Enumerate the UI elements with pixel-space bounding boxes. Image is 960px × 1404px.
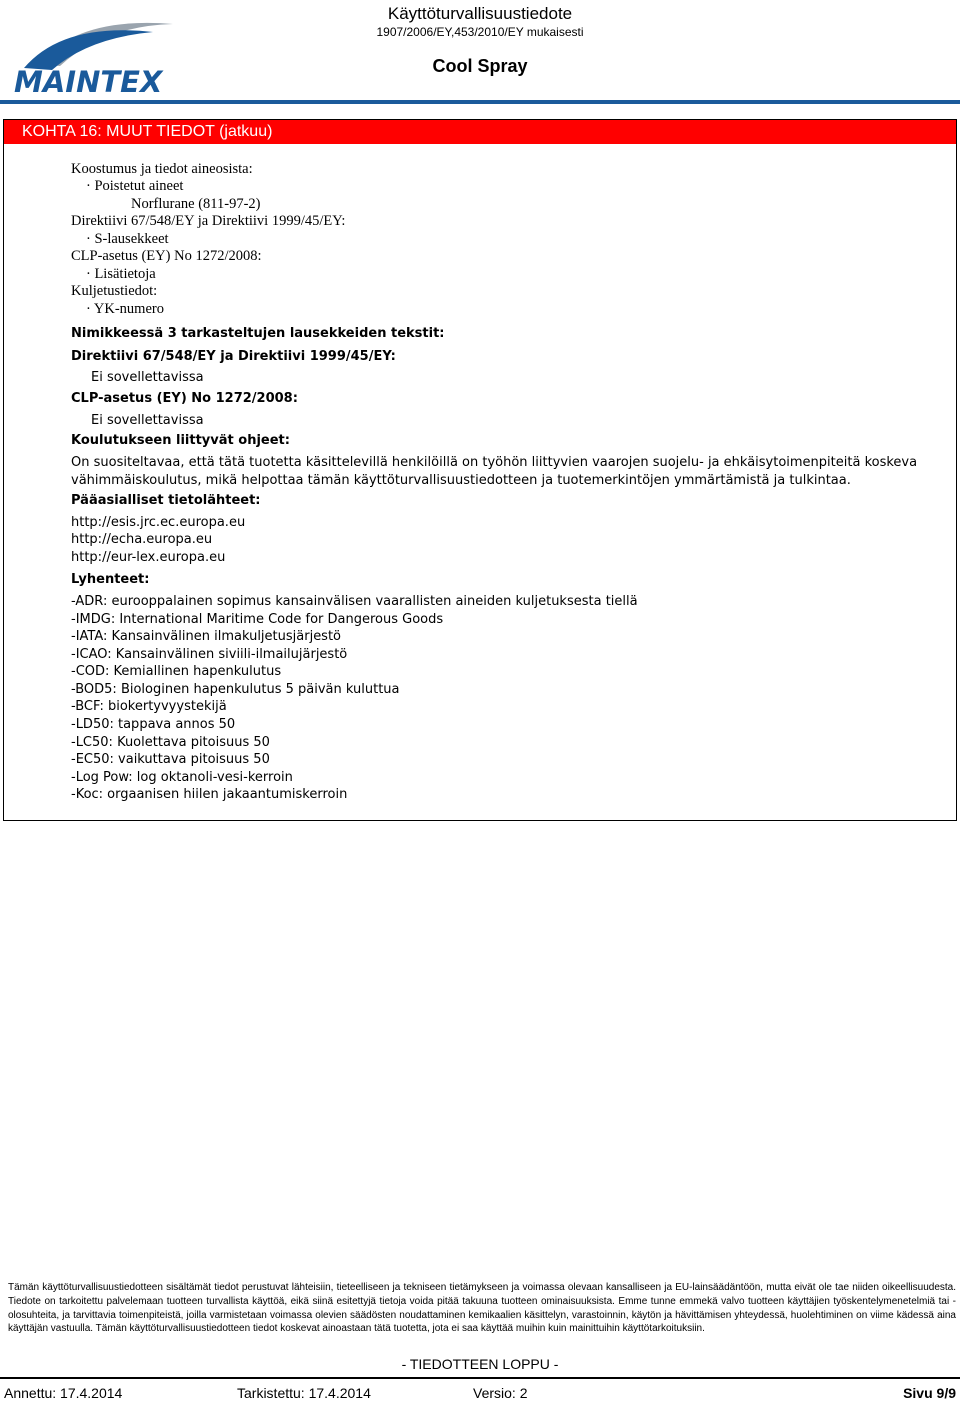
disclaimer-text: Tämän käyttöturvallisuustiedotteen sisältämät tiedot perustuvat lähteisiin, tieteelliseen ja tekniseen tietämykseen ja voimassa olevaan kansalliseen ja EU-lainsäädäntöön, mutta eivät ole tae niiden oikeellisuudesta. Tiedote on tarkoitettu palvelemaan tuotteen turvallista käyttöä, eikä siinä esitettyjä tietoja voida pitää takuuna tuotteen ominaisuuksista. Emme tunne emmekä valvo tuotteen käyttäjien työskentelymenetelmiä tai -olosuhteita, ja tarvittavia toimenpiteistä, joilla varmistetaan voimassa olevien säädösten noudattaminen kemikaalien käsittelyn, varastoinnin, käytön ja hävittämisen yhteydessä, huolehtiminen on viime kädessä aina käyttäjän vastuulla. Tämän käyttöturvallisuustiedotteen tiedot koskevat ainoastaan tätä tuotetta, jota ei saa käyttää muihin kuin mainittuihin käyttötarkoituksiin. [8,1282,956,1335]
training-heading: Koulutukseen liittyvät ohjeet: [71,433,290,448]
abbreviation-item: -LC50: Kuolettava pitoisuus 50 [71,735,270,750]
abbreviation-item: -Log Pow: log oktanoli-vesi-kerroin [71,770,293,785]
un-number: · YK-numero [86,301,164,317]
logo-text: MAINTEX [14,65,163,96]
abbreviation-item: -IATA: Kansainvälinen ilmakuljetusjärjestö [71,629,342,644]
s-phrases: · S-lausekkeet [86,231,169,247]
sources-heading: Pääasialliset tietolähteet: [71,493,261,508]
abbreviation-item: -EC50: vaikuttava pitoisuus 50 [71,752,270,767]
footer-divider [0,1377,960,1379]
additional-info: · Lisätietoja [86,266,156,282]
composition-heading: Koostumus ja tiedot aineosista: [71,161,253,177]
not-applicable-text: Ei sovellettavissa [91,413,204,428]
source-link[interactable]: http://eur-lex.europa.eu [71,550,226,565]
phrases-heading: Nimikkeessä 3 tarkasteltujen lausekkeiden tekstit: [71,326,445,341]
directive-label: Direktiivi 67/548/EY ja Direktiivi 1999/45/EY: [71,213,346,229]
product-name: Cool Spray [432,56,528,76]
abbreviation-item: -LD50: tappava annos 50 [71,717,236,732]
maintex-logo [8,4,178,96]
abbreviation-item: -Koc: orgaanisen hiilen jakaantumiskerroin [71,787,348,802]
transport-label: Kuljetustiedot: [71,283,158,299]
header-divider [0,100,960,104]
abbreviation-item: -BOD5: Biologinen hapenkulutus 5 päivän kuluttua [71,682,400,697]
abbreviation-item: -IMDG: International Maritime Code for Dangerous Goods [71,612,444,627]
clp-label: CLP-asetus (EY) No 1272/2008: [71,248,262,264]
abbreviation-item: -BCF: biokertyvyystekijä [71,699,227,714]
norflurane-entry: Norflurane (811-97-2) [131,196,261,212]
page-number: Sivu 9/9 [903,1385,956,1401]
removed-substances: · Poistetut aineet [86,178,184,194]
abbreviation-item: -ICAO: Kansainvälinen siviili-ilmailujärjestö [71,647,348,662]
document-subtitle: 1907/2006/EY,453/2010/EY mukaisesti [376,25,584,39]
abbreviation-item: -COD: Kemiallinen hapenkulutus [71,664,282,679]
not-applicable-text: Ei sovellettavissa [91,370,204,385]
section-title-bar: KOHTA 16: MUUT TIEDOT (jatkuu) [4,120,956,144]
directive-heading: Direktiivi 67/548/EY ja Direktiivi 1999/45/EY: [71,349,396,364]
issued-date: Annettu: 17.4.2014 [4,1385,123,1401]
version-number: Versio: 2 [473,1385,528,1401]
training-text-line: vähimmäiskoulutus, mikä helpottaa tämän käyttöturvallisuustiedotteen ja tuotemerkintöjen ymmärtämistä ja tulkintaa. [71,473,851,488]
clp-heading: CLP-asetus (EY) No 1272/2008: [71,391,298,406]
training-text-line: On suositeltavaa, että tätä tuotetta käsittelevillä henkilöillä on työhön liittyvien vaarojen suojelu- ja ehkäisytoimenpiteitä koskeva [71,455,918,470]
source-link[interactable]: http://echa.europa.eu [71,532,213,547]
document-title: Käyttöturvallisuustiedote [387,4,573,23]
end-of-document-marker: - TIEDOTTEEN LOPPU - [401,1356,559,1372]
abbreviation-item: -ADR: eurooppalainen sopimus kansainvälisen vaarallisten aineiden kuljetuksesta tiellä [71,594,638,609]
source-link[interactable]: http://esis.jrc.ec.europa.eu [71,515,246,530]
abbreviations-heading: Lyhenteet: [71,572,150,587]
revised-date: Tarkistettu: 17.4.2014 [237,1385,371,1401]
